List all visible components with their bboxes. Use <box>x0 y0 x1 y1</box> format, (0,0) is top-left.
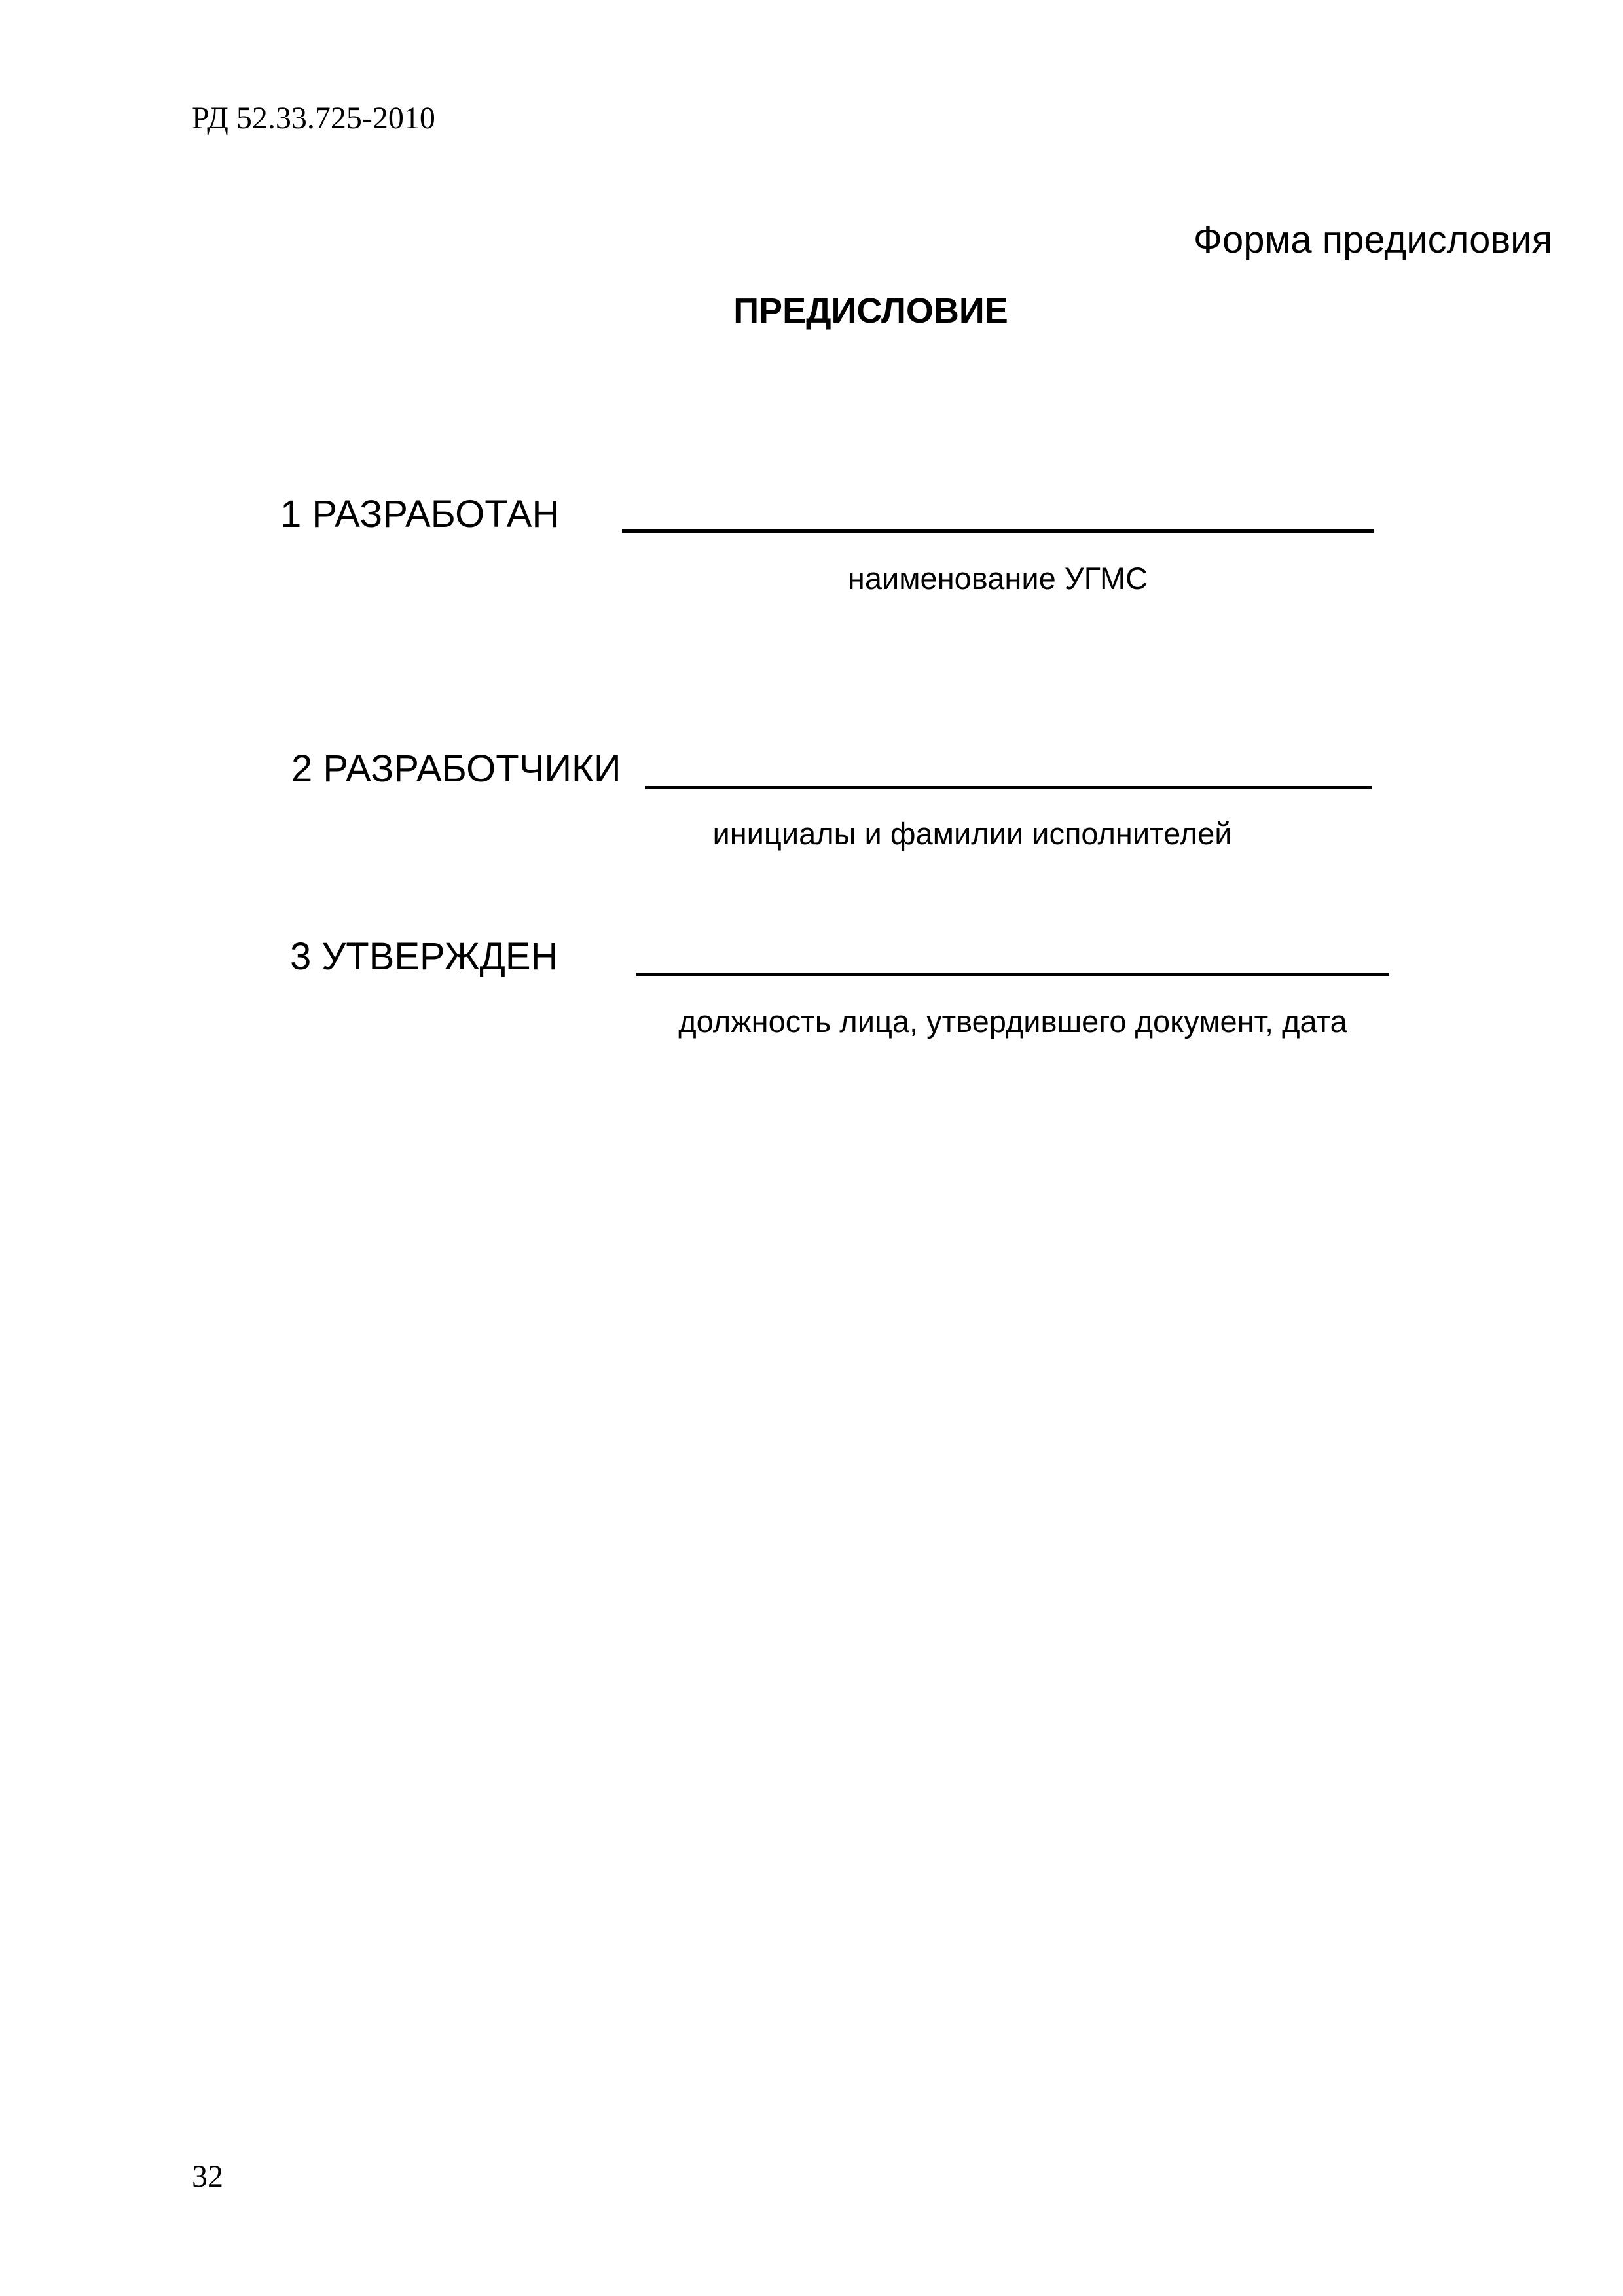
item-3-label: 3 УТВЕРЖДЕН <box>290 935 558 978</box>
item-3-fill-line[interactable] <box>636 973 1389 976</box>
page-title: ПРЕДИСЛОВИЕ <box>733 291 1008 331</box>
document-code: РД 52.33.725-2010 <box>192 101 435 135</box>
item-2-fill-line[interactable] <box>645 786 1372 789</box>
page-number: 32 <box>192 2159 223 2194</box>
item-1-caption: наименование УГМС <box>847 561 1148 596</box>
item-3-caption: должность лица, утвердившего документ, дата <box>678 1004 1347 1039</box>
item-1-label: 1 РАЗРАБОТАН <box>280 493 560 535</box>
form-label: Форма предисловия <box>1193 219 1552 261</box>
item-2-caption: инициалы и фамилии исполнителей <box>712 816 1232 851</box>
item-1-fill-line[interactable] <box>622 529 1374 533</box>
item-2-label: 2 РАЗРАБОТЧИКИ <box>291 747 621 790</box>
